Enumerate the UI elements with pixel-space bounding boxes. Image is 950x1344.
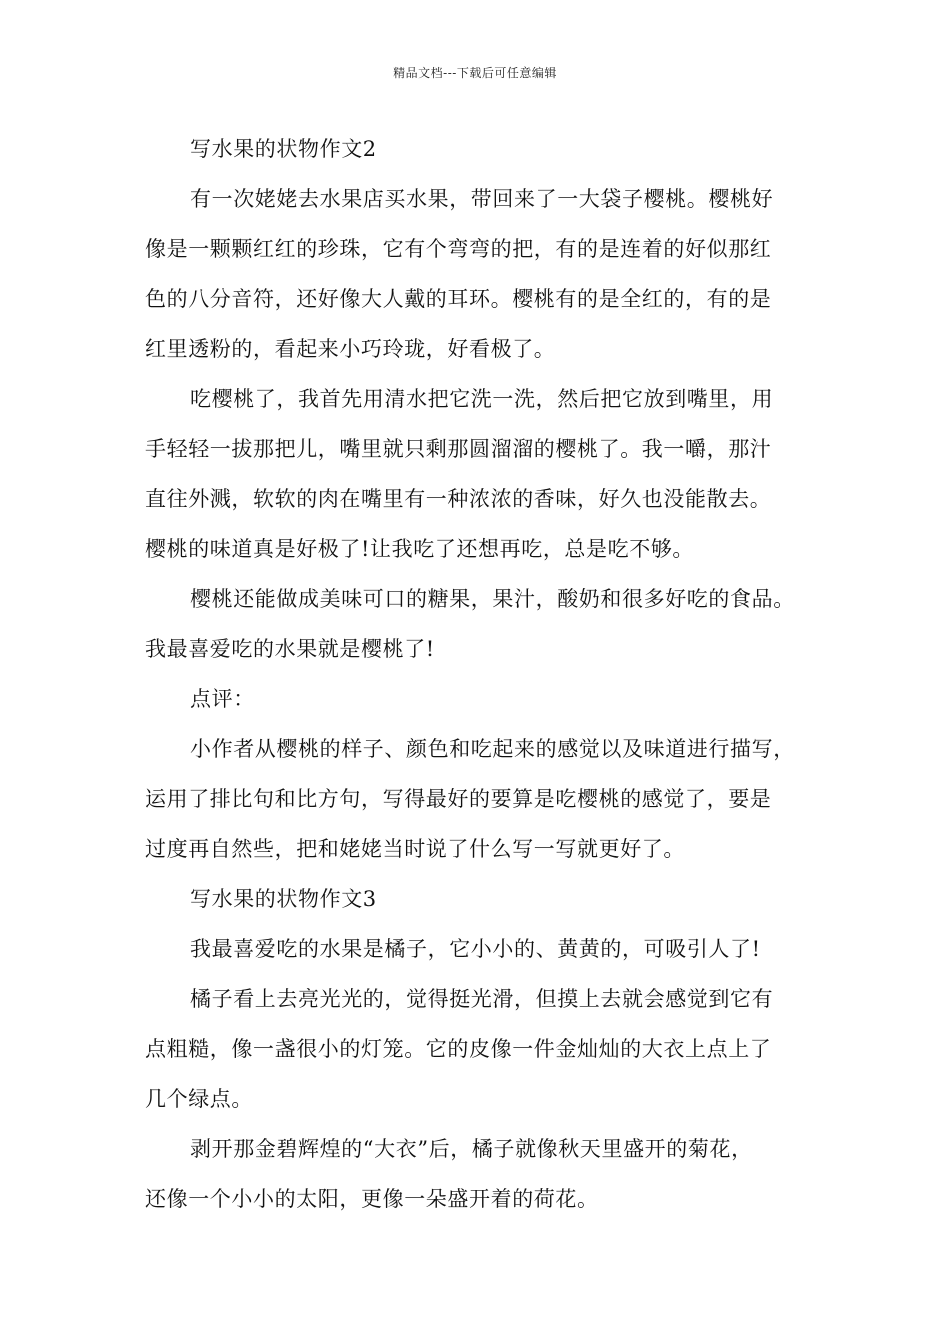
text-line: 手轻轻一拔那把儿，嘴里就只剩那圆溜溜的樱桃了。我一嚼，那汁 [145, 437, 772, 461]
comment-heading: 点评： [190, 687, 255, 711]
text-line: 我最喜爱吃的水果就是樱桃了! [145, 637, 435, 661]
text-line: 过度再自然些，把和姥姥当时说了什么写一写就更好了。 [145, 837, 685, 861]
essay-title-2: 写水果的状物作文2 [190, 137, 377, 161]
text-line: 点粗糙，像一盏很小的灯笼。它的皮像一件金灿灿的大衣上点上了 [145, 1037, 772, 1061]
essay-title-3: 写水果的状物作文3 [190, 887, 377, 911]
document-body [145, 124, 835, 1224]
text-line: 剥开那金碧辉煌的“大衣”后，橘子就像秋天里盛开的菊花， [190, 1137, 753, 1161]
text-line: 运用了排比句和比方句，写得最好的要算是吃樱桃的感觉了，要是 [145, 787, 772, 811]
page-header: 精品文档---下载后可任意编辑 [393, 66, 557, 80]
text-line: 红里透粉的，看起来小巧玲珑，好看极了。 [145, 337, 556, 361]
text-line: 有一次姥姥去水果店买水果，带回来了一大袋子樱桃。樱桃好 [190, 187, 774, 211]
text-line: 色的八分音符，还好像大人戴的耳环。樱桃有的是全红的，有的是 [145, 287, 772, 311]
text-line: 吃樱桃了，我首先用清水把它洗一洗，然后把它放到嘴里，用 [190, 387, 774, 411]
text-line: 我最喜爱吃的水果是橘子，它小小的、黄黄的，可吸引人了! [190, 937, 761, 961]
text-line: 樱桃的味道真是好极了!让我吃了还想再吃，总是吃不够。 [145, 537, 695, 561]
text-line: 还像一个小小的太阳，更像一朵盛开着的荷花。 [145, 1187, 599, 1211]
text-line: 橘子看上去亮光光的，觉得挺光滑，但摸上去就会感觉到它有 [190, 987, 774, 1011]
text-line: 樱桃还能做成美味可口的糖果，果汁，酸奶和很多好吃的食品。 [190, 587, 795, 611]
text-line: 直往外溅，软软的肉在嘴里有一种浓浓的香味，好久也没能散去。 [145, 487, 772, 511]
text-line: 小作者从樱桃的样子、颜色和吃起来的感觉以及味道进行描写， [190, 737, 795, 761]
text-line: 几个绿点。 [145, 1087, 253, 1111]
text-line: 像是一颗颗红红的珍珠，它有个弯弯的把，有的是连着的好似那红 [145, 237, 772, 261]
